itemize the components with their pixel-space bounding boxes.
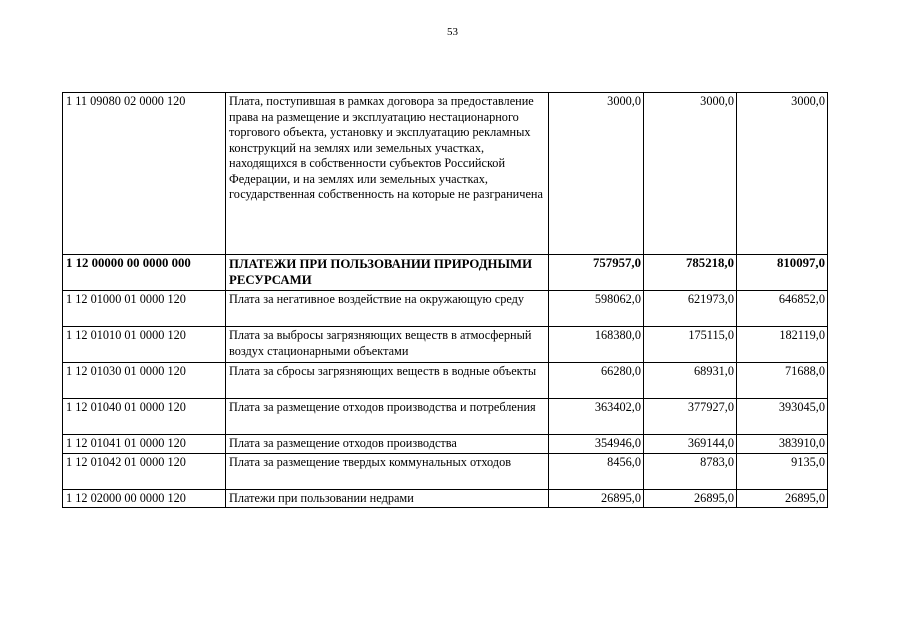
value-year-3-cell: 810097,0 — [737, 255, 828, 291]
value-year-2-cell: 377927,0 — [644, 399, 737, 435]
value-year-1-cell: 26895,0 — [549, 489, 644, 508]
income-name-cell: ПЛАТЕЖИ ПРИ ПОЛЬЗОВАНИИ ПРИРОДНЫМИ РЕСУРСАМИ — [226, 255, 549, 291]
income-name-cell: Плата за размещение отходов производства — [226, 435, 549, 454]
table-row — [63, 363, 828, 399]
value-year-2-cell: 8783,0 — [644, 453, 737, 489]
value-year-2-cell: 68931,0 — [644, 363, 737, 399]
table-row — [63, 435, 828, 454]
value-year-2-cell: 26895,0 — [644, 489, 737, 508]
income-name-cell: Плата за выбросы загрязняющих веществ в атмосферный воздух стационарными объектами — [226, 327, 549, 363]
income-name-cell: Плата за размещение отходов производства и потребления — [226, 399, 549, 435]
table-row — [63, 453, 828, 489]
budget-revenue-table — [62, 92, 828, 508]
value-year-3-cell: 182119,0 — [737, 327, 828, 363]
income-name-cell: Плата, поступившая в рамках договора за предоставление права на размещение и эксплуатацию нестационарного торгового объекта, установку и эксплуатацию рекламных конструкций на землях или земельных участках, находящихся в собственности субъектов Российской Федерации, и на землях или земельных участках, государственная собственность на которые не разграничена — [226, 93, 549, 255]
table-row — [63, 489, 828, 508]
value-year-2-cell: 785218,0 — [644, 255, 737, 291]
budget-code-cell: 1 12 01042 01 0000 120 — [63, 453, 226, 489]
budget-code-cell: 1 11 09080 02 0000 120 — [63, 93, 226, 255]
income-name-cell: Плата за негативное воздействие на окружающую среду — [226, 291, 549, 327]
value-year-2-cell: 369144,0 — [644, 435, 737, 454]
budget-code-cell: 1 12 00000 00 0000 000 — [63, 255, 226, 291]
budget-code-cell: 1 12 01000 01 0000 120 — [63, 291, 226, 327]
budget-code-cell: 1 12 02000 00 0000 120 — [63, 489, 226, 508]
value-year-3-cell: 383910,0 — [737, 435, 828, 454]
income-name-cell: Плата за сбросы загрязняющих веществ в водные объекты — [226, 363, 549, 399]
value-year-1-cell: 598062,0 — [549, 291, 644, 327]
income-name-cell: Плата за размещение твердых коммунальных отходов — [226, 453, 549, 489]
budget-code-cell: 1 12 01010 01 0000 120 — [63, 327, 226, 363]
value-year-1-cell: 354946,0 — [549, 435, 644, 454]
value-year-3-cell: 393045,0 — [737, 399, 828, 435]
value-year-1-cell: 66280,0 — [549, 363, 644, 399]
value-year-2-cell: 621973,0 — [644, 291, 737, 327]
table-row — [63, 93, 828, 255]
value-year-3-cell: 646852,0 — [737, 291, 828, 327]
value-year-1-cell: 8456,0 — [549, 453, 644, 489]
page-number: 53 — [447, 26, 458, 38]
table-row-section-total — [63, 255, 828, 291]
value-year-2-cell: 175115,0 — [644, 327, 737, 363]
income-name-cell: Платежи при пользовании недрами — [226, 489, 549, 508]
budget-code-cell: 1 12 01030 01 0000 120 — [63, 363, 226, 399]
table-row — [63, 327, 828, 363]
table-row — [63, 399, 828, 435]
budget-code-cell: 1 12 01040 01 0000 120 — [63, 399, 226, 435]
value-year-3-cell: 71688,0 — [737, 363, 828, 399]
table-row — [63, 291, 828, 327]
value-year-3-cell: 9135,0 — [737, 453, 828, 489]
value-year-1-cell: 168380,0 — [549, 327, 644, 363]
budget-code-cell: 1 12 01041 01 0000 120 — [63, 435, 226, 454]
value-year-1-cell: 363402,0 — [549, 399, 644, 435]
value-year-1-cell: 757957,0 — [549, 255, 644, 291]
value-year-3-cell: 3000,0 — [737, 93, 828, 255]
value-year-1-cell: 3000,0 — [549, 93, 644, 255]
value-year-3-cell: 26895,0 — [737, 489, 828, 508]
value-year-2-cell: 3000,0 — [644, 93, 737, 255]
